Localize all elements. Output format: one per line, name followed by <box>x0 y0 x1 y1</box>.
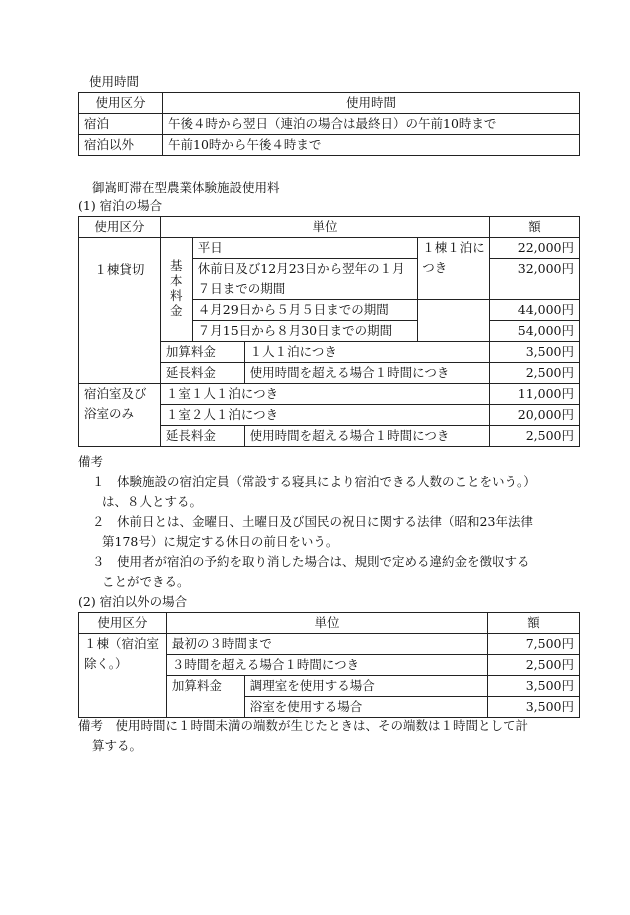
table-header: 額 <box>488 613 580 634</box>
add-fee-label: 加算料金 <box>160 342 244 363</box>
fee-title: 御嵩町滞在型農業体験施設使用料 <box>92 180 280 195</box>
extension-fee-label: 延長料金 <box>160 363 244 384</box>
stay-fee-table <box>78 216 580 447</box>
remark-item: ３ 使用者が宿泊の予約を取り消した場合は、規則で定める違約金を徴収する <box>92 554 530 569</box>
amount-cell: 7,500円 <box>488 634 580 655</box>
amount-cell: 44,000円 <box>490 300 580 321</box>
amount-cell: 2,500円 <box>490 426 580 447</box>
remark-item: １ 体験施設の宿泊定員（常設する寝具により宿泊できる人数のことをいう。） <box>92 474 536 489</box>
whole-building-label: １棟貸切 <box>79 238 161 384</box>
remark-item-cont: は、８人とする。 <box>102 494 203 509</box>
table-header: 使用区分 <box>79 613 167 634</box>
table-cell: 調理室を使用する場合 <box>244 676 487 697</box>
stay-section-title: (1) 宿泊の場合 <box>78 198 163 213</box>
amount-cell: 3,500円 <box>488 697 580 718</box>
table-header: 使用区分 <box>79 217 161 238</box>
usage-time-table <box>78 92 580 156</box>
table-cell: 午前10時から午後４時まで <box>163 135 580 156</box>
room-bath-label: 宿泊室及び浴室のみ <box>79 384 161 447</box>
table-cell: ３時間を超える場合１時間につき <box>166 655 487 676</box>
final-remark-line2: 算する。 <box>92 738 143 753</box>
table-cell: 浴室を使用する場合 <box>244 697 487 718</box>
amount-cell: 2,500円 <box>490 363 580 384</box>
table-header: 単位 <box>166 613 487 634</box>
table-cell: 平日 <box>192 238 417 259</box>
amount-cell: 22,000円 <box>490 238 580 259</box>
amount-cell: 3,500円 <box>490 342 580 363</box>
amount-cell: 11,000円 <box>490 384 580 405</box>
per-night-label: １棟１泊につき <box>418 238 490 300</box>
table-cell: 使用時間を超える場合１時間につき <box>244 363 489 384</box>
table-cell: ７月15日から８月30日までの期間 <box>192 321 417 342</box>
table-header: 額 <box>490 217 580 238</box>
table-cell: １人１泊につき <box>244 342 489 363</box>
table-cell: 午後４時から翌日（連泊の場合は最終日）の午前10時まで <box>163 114 580 135</box>
table-cell: 最初の３時間まで <box>166 634 487 655</box>
table-header: 単位 <box>160 217 489 238</box>
remark-item: ２ 休前日とは、金曜日、土曜日及び国民の祝日に関する法律（昭和23年法律 <box>92 514 533 529</box>
remark-item-cont: 第178号）に規定する休日の前日をいう。 <box>102 534 339 549</box>
amount-cell: 20,000円 <box>490 405 580 426</box>
table-cell: 宿泊以外 <box>79 135 163 156</box>
nonstay-section-title: (2) 宿泊以外の場合 <box>78 594 188 609</box>
table-cell: ４月29日から５月５日までの期間 <box>192 300 417 321</box>
table-header: 使用時間 <box>163 93 580 114</box>
amount-cell: 54,000円 <box>490 321 580 342</box>
table-cell: １室２人１泊につき <box>160 405 489 426</box>
remark-item-cont: ことができる。 <box>102 574 190 589</box>
amount-cell: 2,500円 <box>488 655 580 676</box>
table-cell: 宿泊 <box>79 114 163 135</box>
extension-fee-label: 延長料金 <box>160 426 244 447</box>
building-label: １棟（宿泊室除く。） <box>79 634 167 718</box>
table-cell: 休前日及び12月23日から翌年の１月７日までの期間 <box>192 259 417 300</box>
amount-cell: 32,000円 <box>490 259 580 300</box>
amount-cell: 3,500円 <box>488 676 580 697</box>
table-cell: １室１人１泊につき <box>160 384 489 405</box>
remarks-title: 備考 <box>78 454 104 469</box>
nonstay-fee-table <box>78 612 580 718</box>
basic-fee-label: 基 本 料 金 <box>160 238 192 342</box>
final-remark-line1: 備考 使用時間に１時間未満の端数が生じたときは、その端数は１時間として計 <box>78 718 529 733</box>
add-fee-label: 加算料金 <box>166 676 244 718</box>
table-header: 使用区分 <box>79 93 163 114</box>
usage-time-title: 使用時間 <box>89 74 140 89</box>
table-cell: 使用時間を超える場合１時間につき <box>244 426 489 447</box>
